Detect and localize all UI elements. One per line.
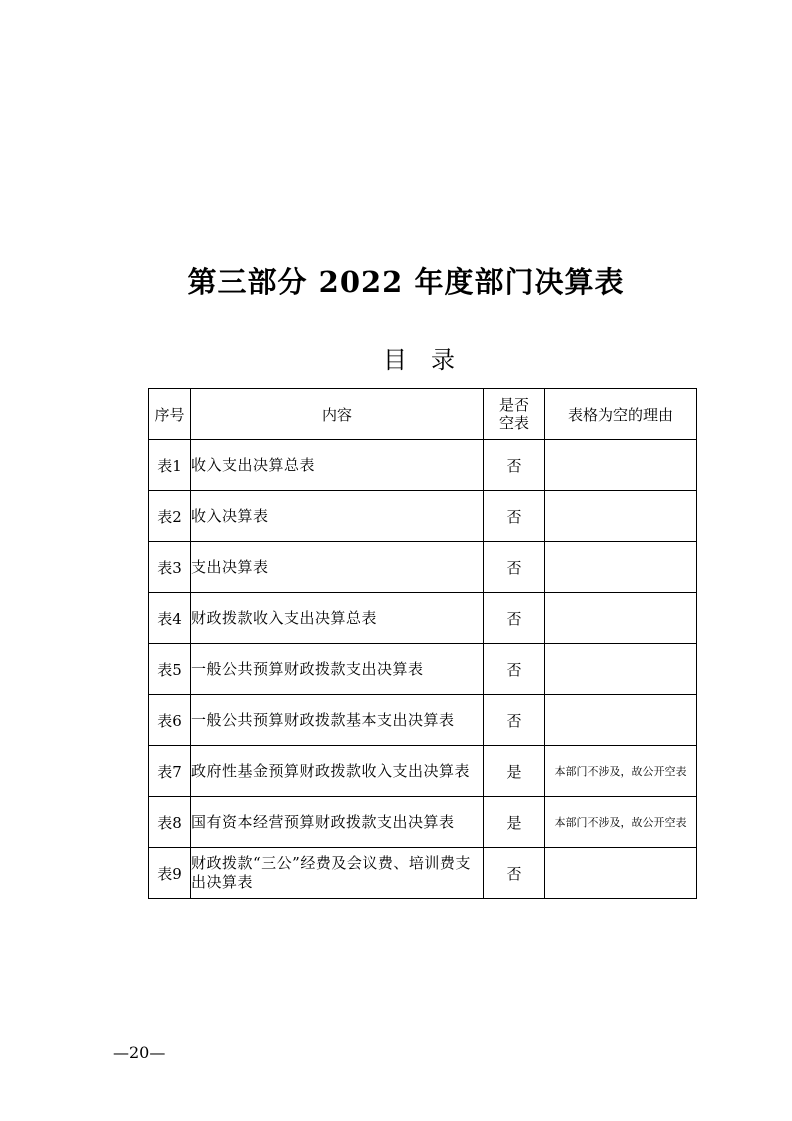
row-content: 国有资本经营预算财政拨款支出决算表 [191,797,484,848]
subtitle-char: 录 [431,346,457,374]
row-seq: 表6 [149,695,191,746]
row-content: 财政拨款“三公”经费及会议费、培训费支出决算表 [191,848,484,899]
table-row [149,848,697,899]
table-row [149,644,697,695]
row-is-empty: 是 [484,746,545,797]
row-content: 财政拨款收入支出决算总表 [191,593,484,644]
row-reason [545,542,697,593]
row-reason: 本部门不涉及，故公开空表 [545,746,697,797]
row-reason [545,695,697,746]
page-title: 第三部分 2022 年度部门决算表 [187,265,625,299]
row-seq: 表7 [149,746,191,797]
row-seq: 表1 [149,440,191,491]
row-seq: 表3 [149,542,191,593]
table-row [149,440,697,491]
row-seq: 表9 [149,848,191,899]
row-reason [545,491,697,542]
table-row [149,695,697,746]
table-of-contents-heading [0,340,792,375]
row-reason [545,440,697,491]
table-row [149,593,697,644]
page-number: —20— [113,1043,166,1062]
row-content: 支出决算表 [191,542,484,593]
row-content: 一般公共预算财政拨款基本支出决算表 [191,695,484,746]
subtitle-char: 目 [383,346,409,374]
row-reason [545,848,697,899]
row-seq: 表5 [149,644,191,695]
row-content: 一般公共预算财政拨款支出决算表 [191,644,484,695]
row-reason [545,593,697,644]
row-is-empty: 否 [484,695,545,746]
row-content: 收入决算表 [191,491,484,542]
table-row [149,746,697,797]
header-seq: 序号 [149,389,191,440]
header-is-empty [484,389,545,440]
row-is-empty: 否 [484,491,545,542]
row-seq: 表2 [149,491,191,542]
row-is-empty: 否 [484,644,545,695]
table-of-contents [148,388,697,899]
header-reason: 表格为空的理由 [545,389,697,440]
row-is-empty: 否 [484,440,545,491]
header-is-empty-line1: 是否 [498,396,529,414]
table-row [149,542,697,593]
table-row [149,797,697,848]
row-reason [545,644,697,695]
row-is-empty: 是 [484,797,545,848]
row-reason: 本部门不涉及，故公开空表 [545,797,697,848]
table-row [149,491,697,542]
row-is-empty: 否 [484,593,545,644]
row-seq: 表8 [149,797,191,848]
row-seq: 表4 [149,593,191,644]
header-is-empty-line2: 空表 [498,414,529,432]
row-is-empty: 否 [484,848,545,899]
header-content: 内容 [191,389,484,440]
row-content: 收入支出决算总表 [191,440,484,491]
row-is-empty: 否 [484,542,545,593]
row-content: 政府性基金预算财政拨款收入支出决算表 [191,746,484,797]
table-header-row [149,389,697,440]
